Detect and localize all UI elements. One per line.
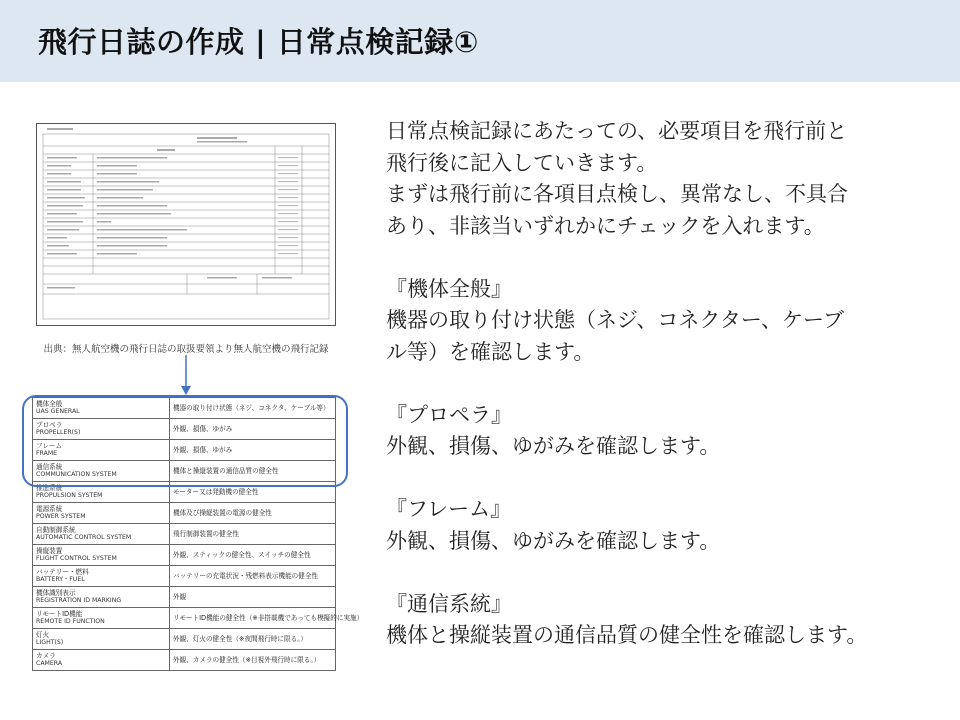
- category-jp: フレーム: [36, 442, 63, 450]
- inspection-item-cell: 機体及び操縦装置の電源の健全性: [170, 503, 336, 524]
- section-heading-frame: 『フレーム』: [386, 497, 512, 521]
- intro-line: 飛行後に記入していきます。: [386, 150, 658, 175]
- table-row: [33, 440, 336, 461]
- slide-title: 飛行日誌の作成 | 日常点検記録①: [38, 25, 479, 59]
- category-jp: 通信系統: [36, 463, 63, 471]
- category-en: LIGHT(S): [36, 639, 64, 647]
- table-row: [33, 608, 336, 629]
- category-en: COMMUNICATION SYSTEM: [36, 471, 117, 479]
- source-caption: 出典：無人航空機の飛行日誌の取扱要領より無人航空機の飛行記録: [43, 344, 329, 355]
- intro-line: あり、非該当いずれかにチェックを入れます。: [386, 213, 825, 238]
- section-text: 外観、損傷、ゆがみを確認します。: [386, 528, 721, 553]
- category-en: PROPULSION SYSTEM: [36, 492, 103, 500]
- category-en: REMOTE ID FUNCTION: [36, 618, 105, 626]
- category-cell: [33, 503, 170, 524]
- form-thumbnail-graphic: [37, 124, 335, 325]
- category-cell: [33, 629, 170, 650]
- table-row: [33, 482, 336, 503]
- category-cell: [33, 566, 170, 587]
- description: [386, 116, 936, 652]
- category-jp: 推進系統: [36, 484, 63, 492]
- inspection-item-cell: モーター又は発動機の健全性: [170, 482, 336, 503]
- category-jp: 灯火: [36, 631, 50, 639]
- category-jp: カメラ: [36, 652, 56, 660]
- category-en: POWER SYSTEM: [36, 513, 86, 521]
- section-text: ル等）を確認します。: [386, 339, 595, 364]
- category-jp: バッテリー・燃料: [36, 568, 89, 576]
- table-row: [33, 419, 336, 440]
- inspection-item-cell: 外観: [170, 587, 336, 608]
- category-cell: [33, 650, 170, 671]
- category-en: AUTOMATIC CONTROL SYSTEM: [36, 534, 132, 542]
- category-en: PROPELLER(S): [36, 429, 81, 437]
- inspection-item-cell: 外観、灯火の健全性（※夜間飛行時に限る。）: [170, 629, 336, 650]
- inspection-item-cell: 外観、損傷、ゆがみ: [170, 419, 336, 440]
- category-jp: 自動制御系統: [36, 526, 76, 534]
- category-en: FRAME: [36, 450, 58, 458]
- inspection-item-cell: 外観、スティックの健全性、スイッチの健全性: [170, 545, 336, 566]
- table-row: [33, 650, 336, 671]
- category-cell: [33, 524, 170, 545]
- form-thumbnail: [36, 123, 336, 326]
- category-en: REGISTRATION ID MARKING: [36, 597, 122, 605]
- inspection-table: [32, 397, 364, 671]
- inspection-item-cell: リモートID機能の健全性（※非搭載機であっても模擬的に実施）: [170, 608, 336, 629]
- inspection-item-cell: 機体と操縦装置の通信品質の健全性: [170, 461, 336, 482]
- category-cell: [33, 461, 170, 482]
- table-row: [33, 398, 336, 419]
- table-row: [33, 503, 336, 524]
- inspection-item-cell: 外観、損傷、ゆがみ: [170, 440, 336, 461]
- inspection-item-cell: 飛行制御装置の健全性: [170, 524, 336, 545]
- category-cell: [33, 545, 170, 566]
- category-cell: [33, 482, 170, 503]
- inspection-item-cell: 機器の取り付け状態（ネジ、コネクタ、ケーブル等）: [170, 398, 336, 419]
- category-jp: リモートID機能: [36, 610, 83, 618]
- category-en: UAS GENERAL: [36, 408, 80, 416]
- category-cell: [33, 419, 170, 440]
- category-en: BATTERY・FUEL: [36, 576, 85, 584]
- section-heading-communication: 『通信系統』: [386, 591, 512, 616]
- category-cell: [33, 440, 170, 461]
- section-heading-propeller: 『プロペラ』: [386, 402, 512, 427]
- category-jp: 操縦装置: [36, 547, 63, 555]
- category-cell: [33, 587, 170, 608]
- inspection-item-cell: バッテリーの充電状況・残燃料表示機能の健全性: [170, 566, 336, 587]
- section-text: 機器の取り付け状態（ネジ、コネクター、ケーブ: [386, 308, 845, 332]
- table-row: [33, 524, 336, 545]
- category-jp: プロペラ: [36, 421, 63, 429]
- category-en: CAMERA: [36, 660, 63, 668]
- table-row: [33, 587, 336, 608]
- category-cell: [33, 398, 170, 419]
- category-jp: 機体識別表示: [36, 589, 76, 597]
- category-en: FLIGHT CONTROL SYSTEM: [36, 555, 117, 563]
- section-text: 外観、損傷、ゆがみを確認します。: [386, 434, 721, 458]
- category-cell: [33, 608, 170, 629]
- table-row: [33, 545, 336, 566]
- table-row: [33, 566, 336, 587]
- intro-line: まずは飛行前に各項目点検し、異常なし、不具合: [386, 182, 848, 206]
- section-heading-uas-general: 『機体全般』: [386, 276, 512, 301]
- category-jp: 電源系統: [36, 505, 63, 513]
- slide-header: [0, 0, 960, 82]
- table-row: [33, 629, 336, 650]
- inspection-item-cell: 外観、カメラの健全性（※目視外飛行時に限る。）: [170, 650, 336, 671]
- intro-line: 日常点検記録にあたっての、必要項目を飛行前と: [386, 119, 848, 143]
- down-arrow-icon: [180, 355, 192, 395]
- table-row: [33, 461, 336, 482]
- category-jp: 機体全般: [36, 400, 63, 408]
- section-text: 機体と操縦装置の通信品質の健全性を確認します。: [386, 623, 868, 647]
